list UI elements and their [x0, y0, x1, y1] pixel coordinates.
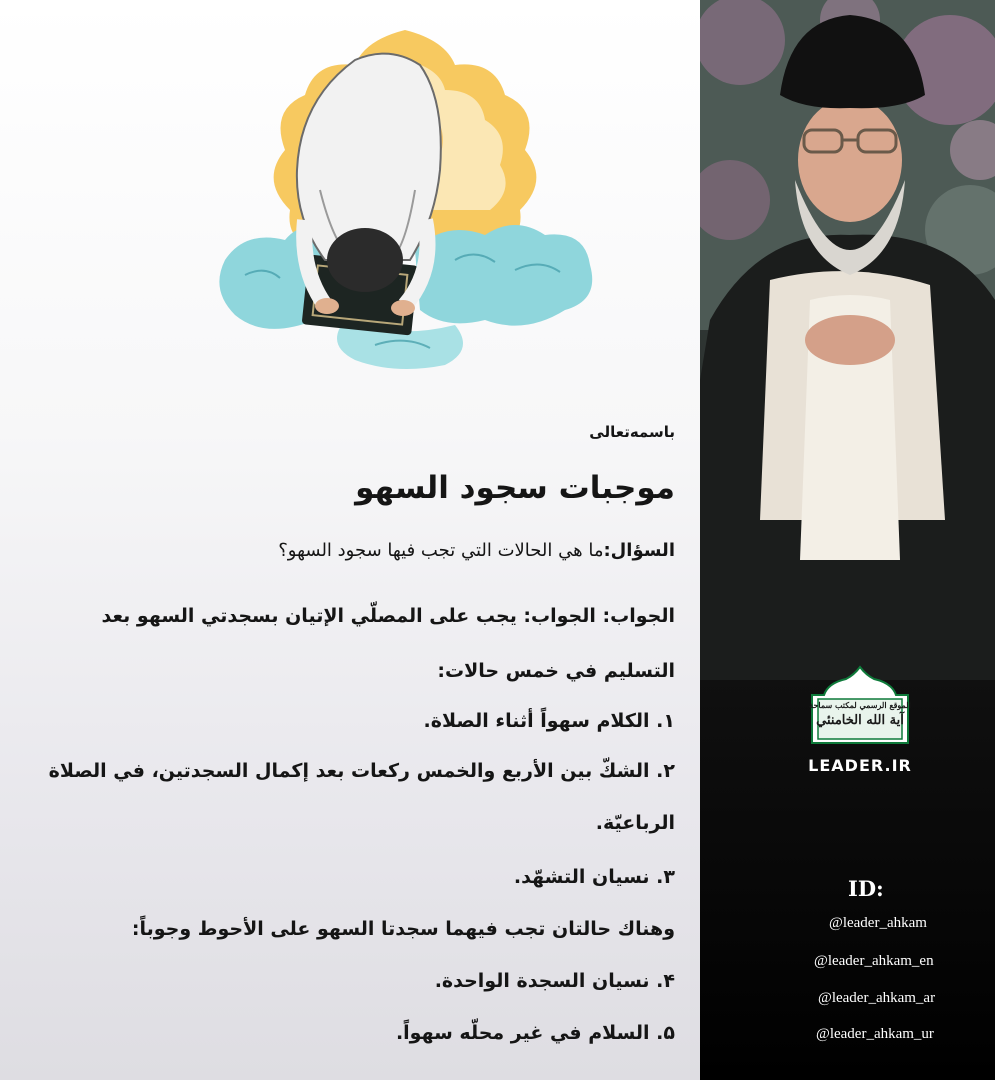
basmala: باسمه‌تعالی — [589, 423, 675, 441]
handle-ahkam-ar[interactable]: @leader_ahkam_ar — [818, 990, 936, 1006]
question — [278, 540, 675, 561]
prostration-illustration — [205, 20, 605, 390]
answer-first-line — [101, 605, 675, 627]
question-label: السؤال: — [603, 540, 675, 561]
list-item: ٣. نسيان التشهّد. — [513, 866, 675, 888]
list-item: ۵. السلام في غير محلّه سهواً. — [395, 1022, 675, 1044]
list-item: ١. الكلام سهواً أثناء الصلاة. — [423, 710, 675, 732]
id-label: ID: — [848, 876, 884, 901]
list-item: الرباعيّة. — [595, 812, 675, 834]
page-title: موجبات سجود السهو — [355, 470, 675, 506]
list-item: وهناك حالتان تجب فيهما سجدتا السهو على الأحوط وجوباً: — [131, 918, 675, 940]
logo-emblem — [804, 665, 916, 745]
answer-second-line: التسليم في خمس حالات: — [437, 660, 675, 682]
list-item: ٢. الشكّ بين الأربع والخمس ركعات بعد إكمال السجدتين، في الصلاة — [48, 760, 675, 782]
answer-text: الجواب: يجب على المصلّي الإتيان بسجدتي السهو بعد — [101, 605, 596, 627]
logo-name: آیة الله الخامنئي — [816, 713, 904, 728]
answer-label: الجواب: — [602, 605, 675, 627]
site-link[interactable]: LEADER.IR — [808, 756, 912, 775]
handle-ahkam[interactable]: @leader_ahkam — [829, 915, 927, 931]
logo-subtitle: الموقع الرسمي لمكتب سماحة — [809, 700, 911, 710]
handle-ahkam-ur[interactable]: @leader_ahkam_ur — [816, 1026, 934, 1042]
list-item: ۴. نسيان السجدة الواحدة. — [434, 970, 675, 992]
question-text: ما هي الحالات التي تجب فيها سجود السهو؟ — [278, 540, 604, 561]
handle-ahkam-en[interactable]: @leader_ahkam_en — [814, 953, 934, 969]
leader-logo — [800, 665, 920, 745]
